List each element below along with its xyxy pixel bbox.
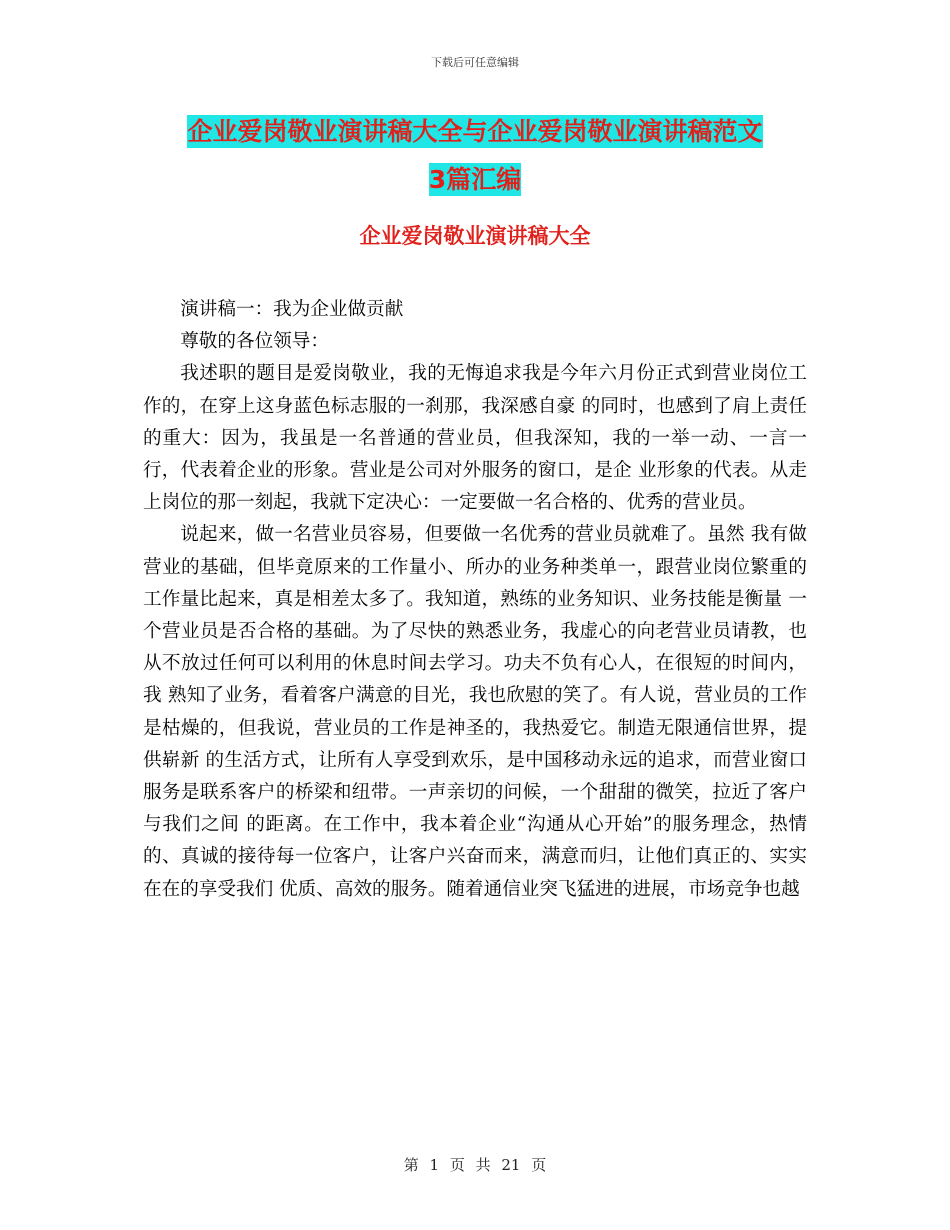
document-title-line-2: 3篇汇编 [428, 165, 522, 194]
paragraph-body-1: 我述职的题目是爱岗敬业，我的无悔追求我是今年六月份正式到营业岗位工作的，在穿上这身蓝色标志服的一刹那，我深感自豪 的同时，也感到了肩上责任的重大：因为，我虽是一名普通的营业员，但我深知，我的一举一动、一言一行，代表着企业的形象。营业是公司对外服务的窗口，是企 业形象的代表。从走上岗位的那一刻起，我就下定决心：一定要做一名合格的、优秀的营业员。 [143, 363, 807, 514]
section-title: 企业爱岗敬业演讲稿大全 [359, 224, 591, 248]
page-footer: 第 1 页 共 21 页 [403, 1156, 547, 1174]
document-title [140, 108, 810, 204]
body-text [143, 294, 807, 906]
paragraph-speech-heading: 演讲稿一：我为企业做贡献 [180, 299, 404, 320]
paragraph-salutation: 尊敬的各位领导： [180, 331, 329, 353]
header-note: 下载后可任意编辑 [431, 56, 519, 69]
document-title-line-1: 企业爱岗敬业演讲稿大全与企业爱岗敬业演讲稿范文 [187, 117, 763, 146]
paragraph-body-2: 说起来，做一名营业员容易，但要做一名优秀的营业员就难了。虽然 我有做营业的基础，但毕竟原来的工作量小、所办的业务种类单一，跟营业岗位繁重的工作量比起来，真是相差太多了。我知道，熟练的业务知识、业务技能是衡量 一个营业员是否合格的基础。为了尽快的熟悉业务，我虚心的向老营业员请教，也从不放过任何可以利用的休息时间去学习。功夫不负有心人，在很短的时间内，我 熟知了业务，看着客户满意的目光，我也欣慰的笑了。有人说，营业员的工作是枯燥的，但我说，营业员的工作是神圣的，我热爱它。制造无限通信世界，提供崭新 的生活方式，让所有人享受到欢乐，是中国移动永远的追求，而营业窗口服务是联系客户的桥梁和纽带。一声亲切的问候，一个甜甜的微笑，拉近了客户与我们之间 的距离。在工作中，我本着企业“沟通从心开始”的服务理念，热情的、真诚的接待每一位客户，让客户兴奋而来，满意而归，让他们真正的、实实在在的享受我们 优质、高效的服务。随着通信业突飞猛进的进展，市场竞争也越 [143, 524, 807, 900]
